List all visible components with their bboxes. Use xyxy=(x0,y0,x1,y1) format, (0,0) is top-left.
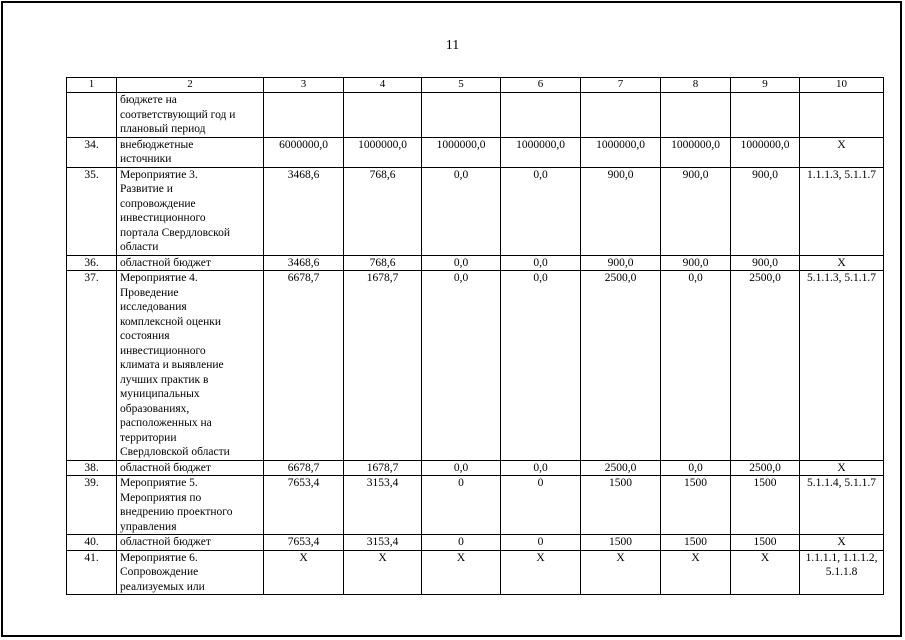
value-cell: X xyxy=(661,550,731,595)
value-cell: 0,0 xyxy=(422,167,501,255)
column-header: 10 xyxy=(800,78,884,93)
value-cell: 7653,4 xyxy=(264,476,344,535)
value-cell: X xyxy=(264,550,344,595)
value-cell xyxy=(661,93,731,138)
table-body xyxy=(67,78,884,595)
value-cell: X xyxy=(344,550,422,595)
target-indicators-cell: 1.1.1.1, 1.1.1.2, 5.1.1.8 xyxy=(800,550,884,595)
value-cell: 1000000,0 xyxy=(581,137,661,167)
value-cell: 1500 xyxy=(661,476,731,535)
value-cell: 900,0 xyxy=(581,255,661,271)
target-indicators-cell: 5.1.1.3, 5.1.1.7 xyxy=(800,271,884,461)
value-cell: 6000000,0 xyxy=(264,137,344,167)
column-header: 6 xyxy=(501,78,581,93)
target-indicators-cell: 5.1.1.4, 5.1.1.7 xyxy=(800,476,884,535)
budget-table xyxy=(66,77,884,595)
table-row xyxy=(67,550,884,595)
page-number: 11 xyxy=(445,38,460,53)
value-cell: 1000000,0 xyxy=(344,137,422,167)
value-cell: 1500 xyxy=(731,535,800,551)
value-cell: 768,6 xyxy=(344,167,422,255)
row-number-cell xyxy=(67,93,117,138)
value-cell: 6678,7 xyxy=(264,460,344,476)
target-indicators-cell xyxy=(800,93,884,138)
value-cell: 1000000,0 xyxy=(422,137,501,167)
value-cell: 0,0 xyxy=(501,255,581,271)
row-name-cell: областной бюджет xyxy=(117,255,264,271)
row-name-cell: Мероприятие 6. Сопровождение реализуемых или xyxy=(117,550,264,595)
value-cell: 3153,4 xyxy=(344,535,422,551)
table-row xyxy=(67,255,884,271)
table-row xyxy=(67,271,884,461)
value-cell: 3468,6 xyxy=(264,255,344,271)
row-number-cell: 38. xyxy=(67,460,117,476)
value-cell: 900,0 xyxy=(581,167,661,255)
target-indicators-cell: X xyxy=(800,535,884,551)
value-cell xyxy=(264,93,344,138)
table-row xyxy=(67,460,884,476)
value-cell: 6678,7 xyxy=(264,271,344,461)
value-cell: 1500 xyxy=(581,535,661,551)
value-cell: 1500 xyxy=(661,535,731,551)
value-cell: 0 xyxy=(501,535,581,551)
column-header: 5 xyxy=(422,78,501,93)
row-name-cell: Мероприятие 3. Развитие и сопровождение инвестиционного портала Свердловской области xyxy=(117,167,264,255)
table-row xyxy=(67,93,884,138)
value-cell: 900,0 xyxy=(661,255,731,271)
value-cell: 1500 xyxy=(731,476,800,535)
value-cell: 1000000,0 xyxy=(661,137,731,167)
row-number-cell: 41. xyxy=(67,550,117,595)
row-number-cell: 34. xyxy=(67,137,117,167)
row-number-cell: 39. xyxy=(67,476,117,535)
target-indicators-cell: X xyxy=(800,460,884,476)
value-cell: 768,6 xyxy=(344,255,422,271)
value-cell xyxy=(731,93,800,138)
value-cell: 3468,6 xyxy=(264,167,344,255)
value-cell: 900,0 xyxy=(661,167,731,255)
value-cell: 0,0 xyxy=(661,460,731,476)
column-header: 7 xyxy=(581,78,661,93)
value-cell: 900,0 xyxy=(731,167,800,255)
column-header: 4 xyxy=(344,78,422,93)
row-name-cell: Мероприятие 4. Проведение исследования комплексной оценки состояния инвестиционного климата и выявление лучших практик в муниципальных образованиях, расположенных на территории Свердловской области xyxy=(117,271,264,461)
value-cell: 0 xyxy=(422,476,501,535)
value-cell: X xyxy=(422,550,501,595)
value-cell: X xyxy=(731,550,800,595)
value-cell: 2500,0 xyxy=(581,460,661,476)
value-cell: 0,0 xyxy=(501,271,581,461)
value-cell xyxy=(501,93,581,138)
value-cell xyxy=(344,93,422,138)
row-name-cell: областной бюджет xyxy=(117,460,264,476)
column-header: 9 xyxy=(731,78,800,93)
value-cell: 0,0 xyxy=(422,271,501,461)
value-cell: 1000000,0 xyxy=(731,137,800,167)
row-number-cell: 35. xyxy=(67,167,117,255)
table-row xyxy=(67,167,884,255)
value-cell: 0,0 xyxy=(422,255,501,271)
column-header: 3 xyxy=(264,78,344,93)
value-cell: 2500,0 xyxy=(731,460,800,476)
column-header: 8 xyxy=(661,78,731,93)
table-row xyxy=(67,476,884,535)
column-header: 2 xyxy=(117,78,264,93)
value-cell: X xyxy=(581,550,661,595)
row-name-cell: Мероприятие 5. Мероприятия по внедрению проектного управления xyxy=(117,476,264,535)
value-cell: 2500,0 xyxy=(731,271,800,461)
target-indicators-cell: 1.1.1.3, 5.1.1.7 xyxy=(800,167,884,255)
table-row xyxy=(67,137,884,167)
row-name-cell: областной бюджет xyxy=(117,535,264,551)
value-cell: 0 xyxy=(422,535,501,551)
row-name-cell: внебюджетные источники xyxy=(117,137,264,167)
value-cell: 1500 xyxy=(581,476,661,535)
value-cell: 7653,4 xyxy=(264,535,344,551)
row-number-cell: 37. xyxy=(67,271,117,461)
row-name-cell: бюджете на соответствующий год и плановый период xyxy=(117,93,264,138)
row-number-cell: 40. xyxy=(67,535,117,551)
target-indicators-cell: X xyxy=(800,137,884,167)
value-cell xyxy=(581,93,661,138)
value-cell: 0 xyxy=(501,476,581,535)
value-cell: 0,0 xyxy=(501,460,581,476)
table-row xyxy=(67,535,884,551)
value-cell: 0,0 xyxy=(422,460,501,476)
row-number-cell: 36. xyxy=(67,255,117,271)
target-indicators-cell: X xyxy=(800,255,884,271)
value-cell: 2500,0 xyxy=(581,271,661,461)
value-cell: 3153,4 xyxy=(344,476,422,535)
value-cell: 0,0 xyxy=(661,271,731,461)
value-cell: 1678,7 xyxy=(344,460,422,476)
column-header: 1 xyxy=(67,78,117,93)
value-cell: 1678,7 xyxy=(344,271,422,461)
value-cell: 0,0 xyxy=(501,167,581,255)
value-cell: 900,0 xyxy=(731,255,800,271)
value-cell xyxy=(422,93,501,138)
value-cell: X xyxy=(501,550,581,595)
value-cell: 1000000,0 xyxy=(501,137,581,167)
header-row xyxy=(67,78,884,93)
